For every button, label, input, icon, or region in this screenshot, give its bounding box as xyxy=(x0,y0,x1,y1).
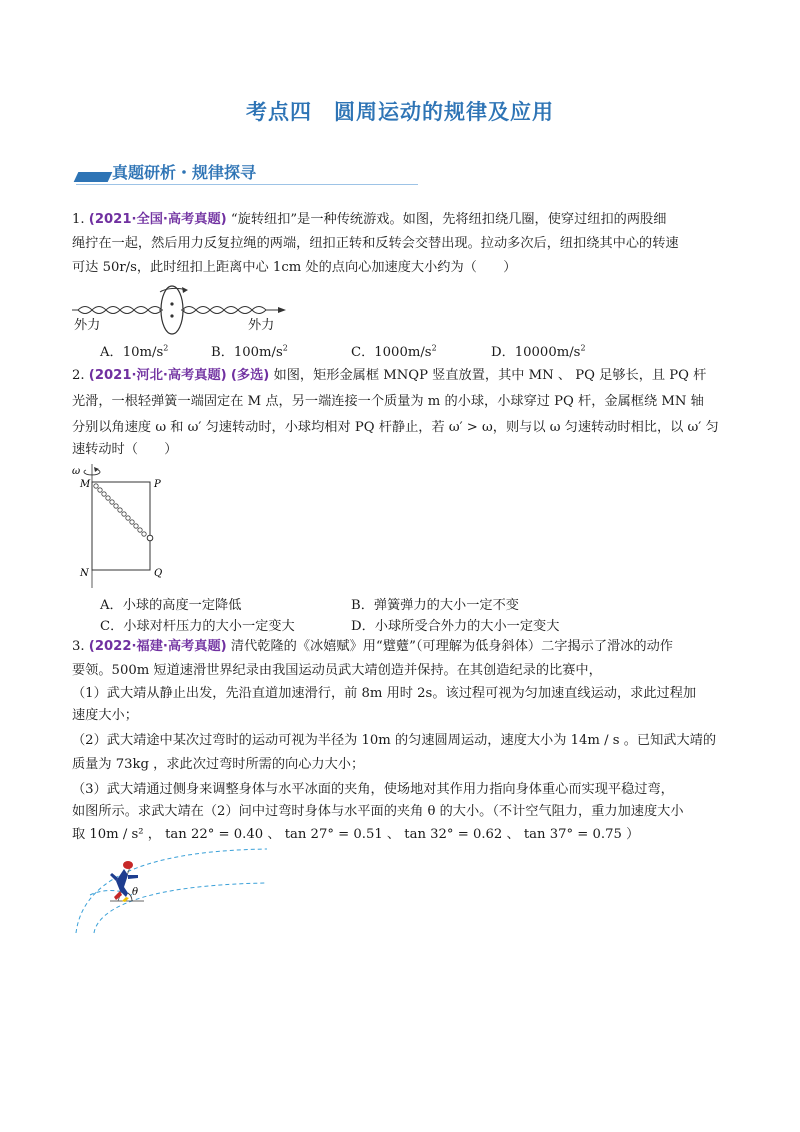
q2-line-2: 光滑，一根轻弹簧一端固定在 M 点，另一端连接一个质量为 m 的小球，小球穿过 PQ 杆，金属框绕 MN 轴 xyxy=(72,394,704,409)
page-title: 考点四 圆周运动的规律及应用 xyxy=(246,100,554,124)
q2-option-d: D．小球所受合外力的大小一定变大 xyxy=(351,619,560,634)
q3-figure-theta-label: θ xyxy=(132,887,139,898)
q1-figure-right-label: 外力 xyxy=(248,318,275,333)
q3-line-5: （2）武大靖途中某次过弯时的运动可视为半径为 10m 的匀速圆周运动，速度大小为 14m / s 。已知武大靖的 xyxy=(72,733,717,748)
section-header-label: 真题研析・规律探寻 xyxy=(112,163,257,182)
q2-option-a: A．小球的高度一定降低 xyxy=(100,598,242,613)
section-header xyxy=(76,158,418,188)
q3-line-9: 取 10m / s² ， tan 22° = 0.40 、 tan 27° = 0.51 、 tan 32° = 0.62 、 tan 37° = 0.75 ） xyxy=(72,827,640,842)
q2-tag-multiple-choice: (多选) xyxy=(230,368,270,383)
q2-figure-label-p: P xyxy=(154,479,161,490)
q2-option-b: B．弹簧弹力的大小一定不变 xyxy=(351,598,519,613)
q3-line-7: （3）武大靖通过侧身来调整身体与水平冰面的夹角，使场地对其作用力指向身体重心而实现平稳过弯， xyxy=(72,782,674,797)
q3-line-3: （1）武大靖从静止出发，先沿直道加速滑行，前 8m 用时 2s。该过程可视为匀加速直线运动，求此过程加 xyxy=(72,686,697,701)
q1-figure-left-label: 外力 xyxy=(74,318,101,333)
q1-line-2: 绳拧在一起，然后用力反复拉绳的两端，纽扣正转和反转会交替出现。拉动多次后，纽扣绕其中心的转速 xyxy=(72,236,679,251)
q1-text-1: “旋转纽扣”是一种传统游戏。如图，先将纽扣绕几圈，使穿过纽扣的两股细 xyxy=(230,212,667,227)
q2-option-c: C．小球对杆压力的大小一定变大 xyxy=(100,619,295,634)
q1-option-d: D．$10000m/s^2$ xyxy=(491,343,586,360)
q1-option-c: C．$1000m/s^2$ xyxy=(351,343,437,360)
q1-line-3: 可达 50r/s，此时纽扣上距离中心 1cm 处的点向心加速度大小约为（ ） xyxy=(72,260,517,275)
q1-source: (2021·全国·高考真题) xyxy=(88,212,227,227)
q3-text-1: 清代乾隆的《冰嬉赋》用“躄躠”（可理解为低身斜体）二字揭示了滑冰的动作 xyxy=(230,639,673,654)
q3-line-8: 如图所示。求武大靖在（2）问中过弯时身体与水平面的夹角 θ 的大小。（不计空气阻力，重力加速度大小 xyxy=(72,804,684,819)
q2-text-1: 如图，矩形金属框 MNQP 竖直放置，其中 MN 、 PQ 足够长，且 PQ 杆 xyxy=(273,368,707,383)
q2-figure-label-q: Q xyxy=(154,568,163,579)
section-header-bar xyxy=(74,172,113,182)
q2-figure-spring xyxy=(94,484,146,536)
q1-option-a: A．$10m/s^2$ xyxy=(100,343,169,360)
q2-line-4: 速转动时（ ） xyxy=(72,442,178,457)
q3-number: 3. xyxy=(72,639,85,654)
q2-figure-label-n: N xyxy=(80,568,89,579)
q1-number: 1. xyxy=(72,212,85,227)
q2-figure-rotating-frame xyxy=(72,460,182,590)
q3-line-1 xyxy=(72,637,673,657)
section-header-rule xyxy=(76,184,418,185)
q3-line-6: 质量为 73kg ，求此次过弯时所需的向心力大小； xyxy=(72,757,365,772)
q1-option-b: B．$100m/s^2$ xyxy=(211,343,288,360)
q2-figure-ball xyxy=(147,535,153,541)
q3-line-4: 速度大小； xyxy=(72,708,138,723)
q3-source: (2022·福建·高考真题) xyxy=(88,639,227,654)
q3-figure-speed-skater xyxy=(72,845,282,937)
q2-figure-label-m: M xyxy=(80,479,91,490)
q2-figure-omega-label: ω xyxy=(72,466,81,477)
q2-line-1 xyxy=(72,366,706,386)
q2-source: (2021·河北·高考真题) xyxy=(88,368,227,383)
q2-line-3: 分别以角速度 ω 和 ω′ 匀速转动时，小球均相对 PQ 杆静止，若 ω′ > ω，则与以 ω 匀速转动时相比，以 ω′ 匀 xyxy=(72,420,719,435)
q3-line-2: 要领。500m 短道速滑世界纪录由我国运动员武大靖创造并保持。在其创造纪录的比赛中， xyxy=(72,663,602,678)
q2-number: 2. xyxy=(72,368,85,383)
q1-line-1 xyxy=(72,210,666,230)
